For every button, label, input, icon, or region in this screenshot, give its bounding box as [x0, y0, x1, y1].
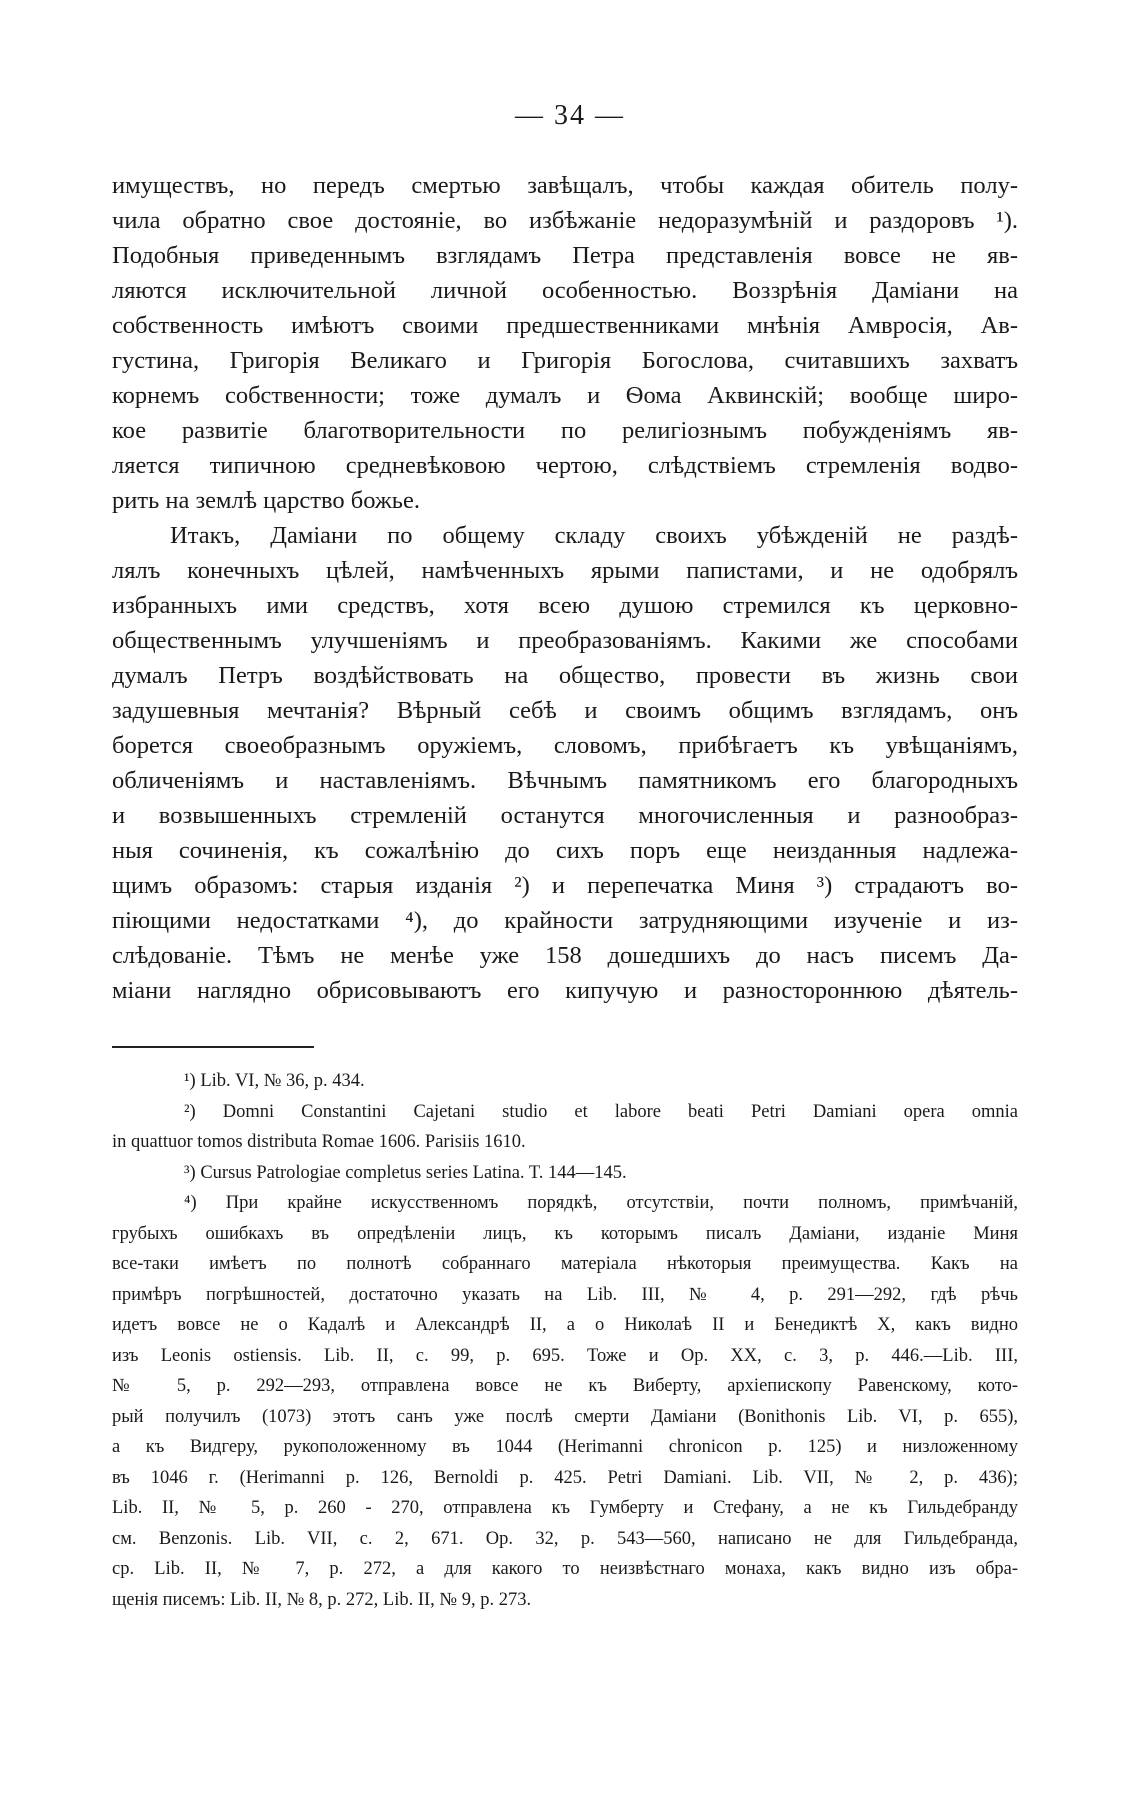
- footnote-line: ⁴) При крайне искусственномъ порядкѣ, отсутствіи, почти полномъ, примѣчаній,: [184, 1193, 1018, 1213]
- footnote-line: рый получилъ (1073) этотъ санъ уже послѣ смерти Даміани (Bonithonis Lib. VI, p. 655),: [112, 1406, 1018, 1427]
- text-line: чила обратно свое достояніе, во избѣжаніе недоразумѣній и раздоровъ ¹).: [112, 207, 1018, 234]
- text-line: міани наглядно обрисовываютъ его кипучую и разностороннюю дѣятель-: [112, 977, 1018, 1004]
- footnote-line: ²) Domni Constantini Cajetani studio et labore beati Petri Damiani opera omnia: [184, 1101, 1018, 1122]
- text-line: имуществъ, но передъ смертью завѣщалъ, чтобы каждая обитель полу-: [112, 172, 1018, 199]
- footnote-line: примѣръ погрѣшностей, достаточно указать на Lib. III, № 4, p. 291—292, гдѣ рѣчь: [112, 1284, 1018, 1305]
- footnote-line: идетъ вовсе не о Кадалѣ и Александрѣ II, а о Николаѣ II и Бенедиктѣ X, какъ видно: [112, 1315, 1018, 1335]
- text-line: кое развитіе благотворительности по религіознымъ побужденіямъ яв-: [112, 417, 1018, 444]
- text-line: обличеніямъ и наставленіямъ. Вѣчнымъ памятникомъ его благородныхъ: [112, 767, 1018, 794]
- footnote-line: все-таки имѣетъ по полнотѣ собраннаго матеріала нѣкоторыя преимущества. Какъ на: [112, 1254, 1018, 1274]
- paragraph-start-line: Итакъ, Даміани по общему складу своихъ убѣжденій не раздѣ-: [170, 522, 1018, 549]
- footnote-line: № 5, p. 292—293, отправлена вовсе не къ Виберту, архіепископу Равенскому, кото-: [112, 1376, 1018, 1396]
- text-line: рить на землѣ царство божье.: [112, 487, 420, 514]
- text-line: думалъ Петръ воздѣйствовать на общество, провести въ жизнь свои: [112, 662, 1018, 689]
- text-line: слѣдованіе. Тѣмъ не менѣе уже 158 дошедшихъ до насъ писемъ Да-: [112, 942, 1018, 969]
- text-line: собственность имѣютъ своими предшественниками мнѣнія Амвросія, Ав-: [112, 312, 1018, 339]
- footnotes: [112, 1066, 1018, 1615]
- footnote-line: ³) Cursus Patrologiae completus series Latina. T. 144—145.: [184, 1162, 627, 1183]
- text-line: ныя сочиненія, къ сожалѣнію до сихъ поръ еще неизданныя надлежа-: [112, 837, 1018, 864]
- text-line: піющими недостатками ⁴), до крайности затрудняющими изученіе и из-: [112, 907, 1018, 934]
- footnote-line: щенія писемъ: Lib. II, № 8, p. 272, Lib. II, № 9, p. 273.: [112, 1589, 532, 1610]
- text-line: густина, Григорія Великаго и Григорія Богослова, считавшихъ захватъ: [112, 347, 1018, 374]
- footnote-divider: [112, 1046, 314, 1048]
- footnote-line: ¹) Lib. VI, № 36, p. 434.: [184, 1071, 365, 1091]
- text-line: борется своеобразнымъ оружіемъ, словомъ, прибѣгаетъ къ увѣщаніямъ,: [112, 732, 1018, 759]
- footnote-line: см. Benzonis. Lib. VII, c. 2, 671. Op. 32, p. 543—560, написано не для Гильдебранда,: [112, 1528, 1018, 1549]
- main-text: [112, 168, 1018, 1008]
- text-line: и возвышенныхъ стремленій останутся многочисленныя и разнообраз-: [112, 802, 1018, 829]
- text-line: корнемъ собственности; тоже думалъ и Ѳома Аквинскій; вообще широ-: [112, 382, 1018, 409]
- text-line: лялъ конечныхъ цѣлей, намѣченныхъ ярыми папистами, и не одобрялъ: [112, 557, 1018, 584]
- footnote-line: а къ Видгеру, рукоположенному въ 1044 (Herimanni chronicon p. 125) и низложенному: [112, 1437, 1018, 1457]
- text-line: ляется типичною средневѣковою чертою, слѣдствіемъ стремленія водво-: [112, 452, 1018, 479]
- footnote-line: Lib. II, № 5, p. 260 - 270, отправлена къ Гумберту и Стефану, а не къ Гильдебранду: [112, 1498, 1018, 1518]
- text-line: щимъ образомъ: старыя изданія ²) и перепечатка Миня ³) страдаютъ во-: [112, 872, 1018, 899]
- text-line: общественнымъ улучшеніямъ и преобразованіямъ. Какими же способами: [112, 627, 1018, 654]
- footnote-line: in quattuor tomos distributa Romae 1606. Parisiis 1610.: [112, 1132, 526, 1152]
- text-line: ляются исключительной личной особенностью. Воззрѣнія Даміани на: [112, 277, 1018, 304]
- footnote-line: изъ Leonis ostiensis. Lib. II, c. 99, p. 695. Тоже и Op. XX, c. 3, p. 446.—Lib. III,: [112, 1345, 1018, 1366]
- footnote-line: ср. Lib. II, № 7, p. 272, а для какого то неизвѣстнаго монаха, какъ видно изъ обра-: [112, 1559, 1018, 1579]
- text-line: избранныхъ ими средствъ, хотя всею душою стремился къ церковно-: [112, 592, 1018, 619]
- footnote-line: въ 1046 г. (Herimanni p. 126, Bernoldi p. 425. Petri Damiani. Lib. VII, № 2, p. 436);: [112, 1467, 1018, 1488]
- footnote-line: грубыхъ ошибкахъ въ опредѣленіи лицъ, къ которымъ писалъ Даміани, изданіе Миня: [112, 1223, 1018, 1244]
- page-number: — 34 —: [515, 100, 625, 131]
- text-line: задушевныя мечтанія? Вѣрный себѣ и своимъ общимъ взглядамъ, онъ: [112, 697, 1018, 724]
- text-line: Подобныя приведеннымъ взглядамъ Петра представленія вовсе не яв-: [112, 242, 1018, 269]
